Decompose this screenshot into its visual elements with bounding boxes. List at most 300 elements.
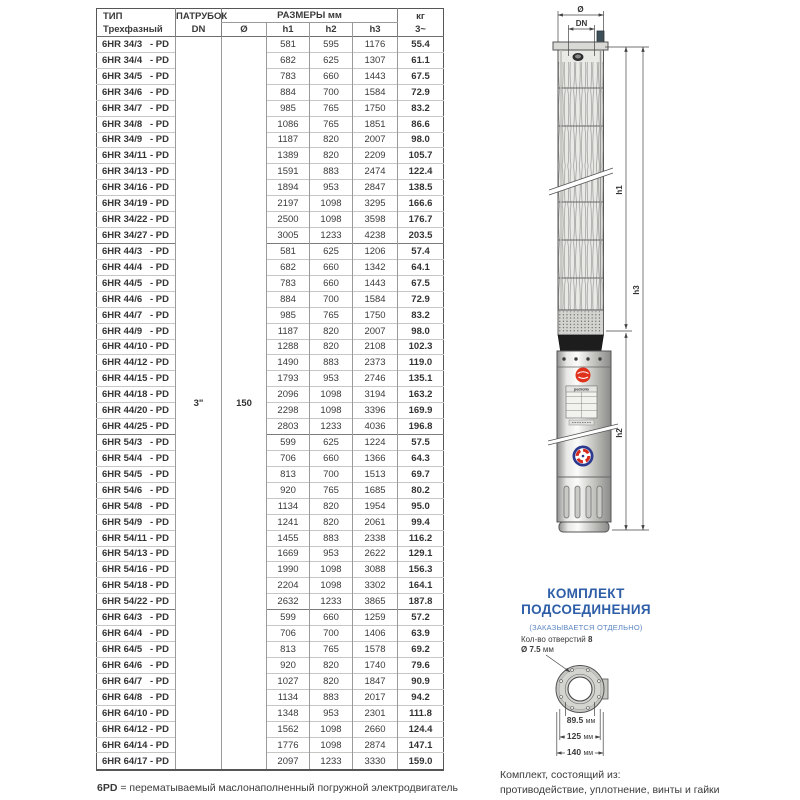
pump-model: 6HR 34/6	[102, 86, 143, 98]
h2-value: 883	[310, 689, 353, 705]
pump-model-cell	[97, 52, 176, 68]
header-dn-line2: DN	[191, 23, 206, 35]
h3-value: 2373	[353, 355, 398, 371]
h3-value: 1851	[353, 116, 398, 132]
kg-value: 95.0	[398, 498, 444, 514]
pump-model-suffix: - PD	[150, 659, 169, 671]
spec-table-body	[97, 37, 444, 771]
h2-value: 1098	[310, 196, 353, 212]
kg-value: 138.5	[398, 180, 444, 196]
pump-model-cell	[97, 275, 176, 291]
pump-model-suffix: - PD	[150, 580, 169, 592]
pump-model-suffix: - PD	[150, 628, 169, 640]
h1-dim-label: h1	[615, 185, 624, 195]
pump-model-suffix: - PD	[150, 405, 169, 417]
pump-model-suffix: - PD	[150, 261, 169, 273]
pump-model: 6HR 34/8	[102, 118, 143, 130]
pump-model: 6HR 64/7	[102, 675, 143, 687]
h2-value: 595	[310, 37, 353, 53]
pump-model-suffix: - PD	[150, 38, 169, 50]
dn-dim-label: DN	[575, 19, 588, 28]
pump-model: 6HR 34/5	[102, 70, 143, 82]
pump-model-cell	[97, 355, 176, 371]
pump-model-cell	[97, 100, 176, 116]
h1-value: 1389	[267, 148, 310, 164]
pump-model-cell	[97, 212, 176, 228]
pump-model-suffix: - PD	[150, 102, 169, 114]
h2-value: 820	[310, 148, 353, 164]
kg-value: 72.9	[398, 84, 444, 100]
pump-model-suffix: - PD	[150, 707, 169, 719]
h3-value: 1847	[353, 673, 398, 689]
pump-model-suffix: - PD	[150, 532, 169, 544]
table-row	[97, 546, 444, 562]
pump-model-cell	[97, 243, 176, 259]
pump-model-suffix: - PD	[150, 691, 169, 703]
h2-value: 660	[310, 450, 353, 466]
pump-model: 6HR 44/4	[102, 261, 143, 273]
pump-model-cell	[97, 737, 176, 753]
h2-value: 1233	[310, 753, 353, 770]
pump-model-suffix: - PD	[150, 86, 169, 98]
table-row	[97, 132, 444, 148]
table-row	[97, 530, 444, 546]
brand-roundel	[576, 368, 591, 383]
pump-model-suffix: - PD	[150, 341, 169, 353]
table-row	[97, 498, 444, 514]
table-row	[97, 100, 444, 116]
pump-model-cell	[97, 498, 176, 514]
kg-value: 64.1	[398, 259, 444, 275]
h1-value: 581	[267, 37, 310, 53]
h3-value: 2847	[353, 180, 398, 196]
h2-value: 660	[310, 610, 353, 626]
h3-value: 2007	[353, 323, 398, 339]
pump-model-suffix: - PD	[150, 182, 169, 194]
table-row	[97, 275, 444, 291]
kg-value: 156.3	[398, 562, 444, 578]
h1-value: 3005	[267, 228, 310, 244]
pump-model-suffix: - PD	[150, 198, 169, 210]
pump-model-suffix: - PD	[150, 484, 169, 496]
h1-value: 1134	[267, 689, 310, 705]
kg-value: 169.9	[398, 403, 444, 419]
h1-value: 920	[267, 657, 310, 673]
h3-value: 1443	[353, 275, 398, 291]
h3-value: 2660	[353, 721, 398, 737]
h1-value: 682	[267, 52, 310, 68]
h2-value: 1098	[310, 562, 353, 578]
pump-model-cell	[97, 180, 176, 196]
h1-value: 682	[267, 259, 310, 275]
pump-model: 6HR 34/22	[102, 214, 148, 226]
pump-model-cell	[97, 642, 176, 658]
table-row	[97, 68, 444, 84]
h1-value: 920	[267, 482, 310, 498]
h1-value: 1490	[267, 355, 310, 371]
h2-value: 1233	[310, 419, 353, 435]
h1-value: 2803	[267, 419, 310, 435]
kg-value: 80.2	[398, 482, 444, 498]
pump-model-suffix: - PD	[150, 54, 169, 66]
kg-value: 83.2	[398, 307, 444, 323]
pump-model-suffix: - PD	[150, 389, 169, 401]
h2-value: 765	[310, 482, 353, 498]
h1-value: 2500	[267, 212, 310, 228]
pump-model-suffix: - PD	[150, 309, 169, 321]
kg-value: 63.9	[398, 626, 444, 642]
h3-value: 2622	[353, 546, 398, 562]
pump-model-cell	[97, 148, 176, 164]
h1-value: 581	[267, 243, 310, 259]
h3-value: 3302	[353, 578, 398, 594]
flange-dim-125: 125 мм	[566, 731, 594, 741]
table-row	[97, 610, 444, 626]
pump-model-cell	[97, 673, 176, 689]
pump-model: 6HR 64/5	[102, 643, 143, 655]
h3-value: 2474	[353, 164, 398, 180]
h3-value: 1513	[353, 466, 398, 482]
h3-value: 1366	[353, 450, 398, 466]
h3-value: 1259	[353, 610, 398, 626]
pump-model-cell	[97, 403, 176, 419]
h1-value: 1591	[267, 164, 310, 180]
diameter-dim-label: Ø	[577, 5, 584, 14]
pump-model: 6HR 34/3	[102, 38, 143, 50]
pump-model-suffix: - PD	[150, 564, 169, 576]
col-header-h2: h2	[310, 23, 353, 37]
pump-model-cell	[97, 307, 176, 323]
table-row	[97, 37, 444, 53]
pump-model-cell	[97, 164, 176, 180]
pump-model-cell	[97, 371, 176, 387]
h1-value: 2197	[267, 196, 310, 212]
kg-value: 203.5	[398, 228, 444, 244]
kg-value: 57.2	[398, 610, 444, 626]
h2-value: 1233	[310, 594, 353, 610]
h2-value: 625	[310, 435, 353, 451]
h3-value: 3330	[353, 753, 398, 770]
h3-value: 1685	[353, 482, 398, 498]
pump-model: 6HR 54/13	[102, 548, 148, 560]
kg-value: 57.4	[398, 243, 444, 259]
pump-model-suffix: - PD	[150, 548, 169, 560]
h2-value: 953	[310, 180, 353, 196]
pump-model: 6HR 64/4	[102, 628, 143, 640]
header-kg-line1: кг	[416, 10, 425, 22]
pump-model-suffix: - PD	[150, 134, 169, 146]
pump-model-cell	[97, 84, 176, 100]
kit-title-line2: ПОДСОЕДИНЕНИЯ	[521, 602, 651, 617]
pump-model-cell	[97, 228, 176, 244]
h1-value: 2632	[267, 594, 310, 610]
pump-model: 6HR 44/10	[102, 341, 148, 353]
hole-diameter-unit: мм	[542, 644, 554, 654]
pump-model: 6HR 34/16	[102, 182, 148, 194]
h1-value: 2097	[267, 753, 310, 770]
header-dn-line1: ПАТРУБОК	[176, 10, 228, 22]
pump-model-suffix: - PD	[150, 516, 169, 528]
table-row	[97, 84, 444, 100]
table-row	[97, 689, 444, 705]
h2-value: 1098	[310, 721, 353, 737]
h2-value: 700	[310, 466, 353, 482]
kg-value: 99.4	[398, 514, 444, 530]
h3-value: 4036	[353, 419, 398, 435]
kg-value: 79.6	[398, 657, 444, 673]
pump-model: 6HR 44/15	[102, 373, 148, 385]
kg-value: 122.4	[398, 164, 444, 180]
h2-value: 820	[310, 498, 353, 514]
kg-value: 72.9	[398, 291, 444, 307]
kg-value: 64.3	[398, 450, 444, 466]
pump-model-suffix: - PD	[150, 166, 169, 178]
flange-holes-note	[521, 635, 592, 654]
h1-value: 2204	[267, 578, 310, 594]
h1-value: 1027	[267, 673, 310, 689]
kg-value: 129.1	[398, 546, 444, 562]
footnote-code: 6PD	[97, 782, 118, 794]
table-row	[97, 116, 444, 132]
h3-value: 1584	[353, 291, 398, 307]
kg-value: 67.5	[398, 275, 444, 291]
h1-value: 813	[267, 642, 310, 658]
flange-dim-89: 89.5 мм	[566, 715, 596, 725]
h1-value: 599	[267, 435, 310, 451]
table-row	[97, 164, 444, 180]
h1-value: 1562	[267, 721, 310, 737]
h2-value: 820	[310, 323, 353, 339]
pump-model: 6HR 64/12	[102, 723, 148, 735]
pump-model: 6HR 64/3	[102, 612, 143, 624]
table-row	[97, 307, 444, 323]
pump-model-cell	[97, 466, 176, 482]
table-row	[97, 259, 444, 275]
pump-model-suffix: - PD	[150, 468, 169, 480]
pump-model-cell	[97, 626, 176, 642]
h3-value: 1740	[353, 657, 398, 673]
col-header-kg	[398, 9, 444, 37]
pump-model: 6HR 34/4	[102, 54, 143, 66]
pump-model-cell	[97, 259, 176, 275]
kg-value: 69.2	[398, 642, 444, 658]
kg-value: 159.0	[398, 753, 444, 770]
col-header-dn	[176, 9, 228, 37]
motor-coupling	[558, 335, 604, 351]
table-row	[97, 753, 444, 770]
h2-value: 820	[310, 657, 353, 673]
h1-value: 599	[267, 610, 310, 626]
pump-model-suffix: - PD	[150, 500, 169, 512]
h1-value: 884	[267, 84, 310, 100]
h1-value: 1455	[267, 530, 310, 546]
pump-model: 6HR 44/9	[102, 325, 143, 337]
table-row	[97, 482, 444, 498]
kg-value: 116.2	[398, 530, 444, 546]
h2-value: 1098	[310, 387, 353, 403]
pump-model: 6HR 54/11	[102, 532, 147, 544]
kg-value: 147.1	[398, 737, 444, 753]
pump-model-cell	[97, 657, 176, 673]
table-row	[97, 737, 444, 753]
kg-value: 166.6	[398, 196, 444, 212]
pump-model-cell	[97, 196, 176, 212]
table-header	[97, 9, 444, 37]
h3-value: 3598	[353, 212, 398, 228]
pump-model-cell	[97, 435, 176, 451]
pump-model: 6HR 54/6	[102, 484, 143, 496]
table-row	[97, 291, 444, 307]
pump-model: 6HR 34/13	[102, 166, 148, 178]
h2-value: 765	[310, 116, 353, 132]
h1-value: 1776	[267, 737, 310, 753]
pump-model: 6HR 44/18	[102, 389, 148, 401]
h3-value: 1584	[353, 84, 398, 100]
h1-value: 783	[267, 275, 310, 291]
h1-value: 2096	[267, 387, 310, 403]
pump-model: 6HR 44/7	[102, 309, 143, 321]
table-row	[97, 196, 444, 212]
table-row	[97, 514, 444, 530]
h2-value: 953	[310, 546, 353, 562]
h1-value: 1187	[267, 323, 310, 339]
col-header-type	[97, 9, 176, 37]
h2-value: 820	[310, 673, 353, 689]
pump-model-cell	[97, 610, 176, 626]
h3-value: 1443	[353, 68, 398, 84]
h1-value: 1990	[267, 562, 310, 578]
h3-value: 3088	[353, 562, 398, 578]
pump-model-suffix: - PD	[150, 357, 169, 369]
pump-model: 6HR 34/19	[102, 198, 148, 210]
h1-value: 1348	[267, 705, 310, 721]
kg-value: 102.3	[398, 339, 444, 355]
h3-value: 1406	[353, 626, 398, 642]
kg-value: 94.2	[398, 689, 444, 705]
kg-value: 90.9	[398, 673, 444, 689]
table-row	[97, 419, 444, 435]
table-row	[97, 403, 444, 419]
pump-model-cell	[97, 323, 176, 339]
col-header-h3: h3	[353, 23, 398, 37]
pump-model-suffix: - PD	[150, 70, 169, 82]
h1-value: 706	[267, 450, 310, 466]
pump-model-suffix: - PD	[150, 643, 169, 655]
h2-value: 625	[310, 243, 353, 259]
h3-value: 1176	[353, 37, 398, 53]
holes-count-value: 8	[587, 635, 593, 644]
table-row	[97, 212, 444, 228]
h3-dim-label: h3	[632, 285, 641, 295]
pump-model-suffix: - PD	[150, 739, 169, 751]
header-type-line2: Трехфазный	[103, 23, 163, 35]
h1-value: 2298	[267, 403, 310, 419]
h2-value: 660	[310, 275, 353, 291]
pump-model-cell	[97, 291, 176, 307]
table-row	[97, 657, 444, 673]
kit-consists-line1: Комплект, состоящий из:	[500, 769, 621, 781]
kg-value: 61.1	[398, 52, 444, 68]
h3-value: 1206	[353, 243, 398, 259]
col-header-h1: h1	[267, 23, 310, 37]
pump-model: 6HR 64/6	[102, 659, 143, 671]
motor-emblem	[573, 446, 594, 467]
pump-model: 6HR 64/14	[102, 739, 148, 751]
h1-value: 813	[267, 466, 310, 482]
kg-value: 196.8	[398, 419, 444, 435]
h3-value: 2338	[353, 530, 398, 546]
table-row	[97, 323, 444, 339]
kg-value: 69.7	[398, 466, 444, 482]
h3-value: 3295	[353, 196, 398, 212]
pump-model: 6HR 54/16	[102, 564, 148, 576]
diameter-value-cell: 150	[222, 37, 267, 771]
pump-model: 6HR 44/6	[102, 293, 143, 305]
pump-model-cell	[97, 594, 176, 610]
pump-model: 6HR 54/18	[102, 580, 148, 592]
h2-value: 820	[310, 132, 353, 148]
kg-value: 124.4	[398, 721, 444, 737]
kg-value: 98.0	[398, 323, 444, 339]
kg-value: 187.8	[398, 594, 444, 610]
h2-value: 953	[310, 371, 353, 387]
table-row	[97, 466, 444, 482]
table-row	[97, 673, 444, 689]
kg-value: 98.0	[398, 132, 444, 148]
kg-value: 67.5	[398, 68, 444, 84]
h3-value: 1307	[353, 52, 398, 68]
h2-value: 765	[310, 307, 353, 323]
h3-value: 4238	[353, 228, 398, 244]
h2-value: 883	[310, 530, 353, 546]
h2-dim-label: h2	[615, 428, 624, 438]
pump-model-cell	[97, 132, 176, 148]
col-header-diameter: Ø	[222, 23, 267, 37]
pump-model-suffix: - PD	[150, 373, 169, 385]
flange-dim-140: 140 мм	[566, 747, 594, 757]
h1-value: 1669	[267, 546, 310, 562]
table-row	[97, 339, 444, 355]
h1-value: 985	[267, 307, 310, 323]
header-kg-line2: 3~	[415, 23, 426, 35]
table-row	[97, 721, 444, 737]
h2-value: 700	[310, 626, 353, 642]
pump-model: 6HR 44/5	[102, 277, 143, 289]
pump-top-flange	[553, 42, 608, 50]
table-row	[97, 705, 444, 721]
pump-model-suffix: - PD	[150, 230, 169, 242]
h3-value: 2007	[353, 132, 398, 148]
pump-model-suffix: - PD	[150, 325, 169, 337]
kit-title-line1: КОМПЛЕКТ	[547, 586, 625, 601]
h2-value: 765	[310, 642, 353, 658]
h1-value: 1894	[267, 180, 310, 196]
pump-model-cell	[97, 450, 176, 466]
pump-model: 6HR 54/3	[102, 437, 143, 448]
h2-value: 820	[310, 514, 353, 530]
pump-model-suffix: - PD	[150, 214, 169, 226]
kg-value: 163.2	[398, 387, 444, 403]
pump-model-cell	[97, 705, 176, 721]
kg-value: 83.2	[398, 100, 444, 116]
col-header-sizes: РАЗМЕРЫ мм	[222, 9, 398, 23]
h1-value: 1187	[267, 132, 310, 148]
pump-model: 6HR 64/17	[102, 755, 148, 767]
pump-model-cell	[97, 689, 176, 705]
h3-value: 1578	[353, 642, 398, 658]
dn-value-cell: 3"	[176, 37, 222, 771]
table-row	[97, 578, 444, 594]
